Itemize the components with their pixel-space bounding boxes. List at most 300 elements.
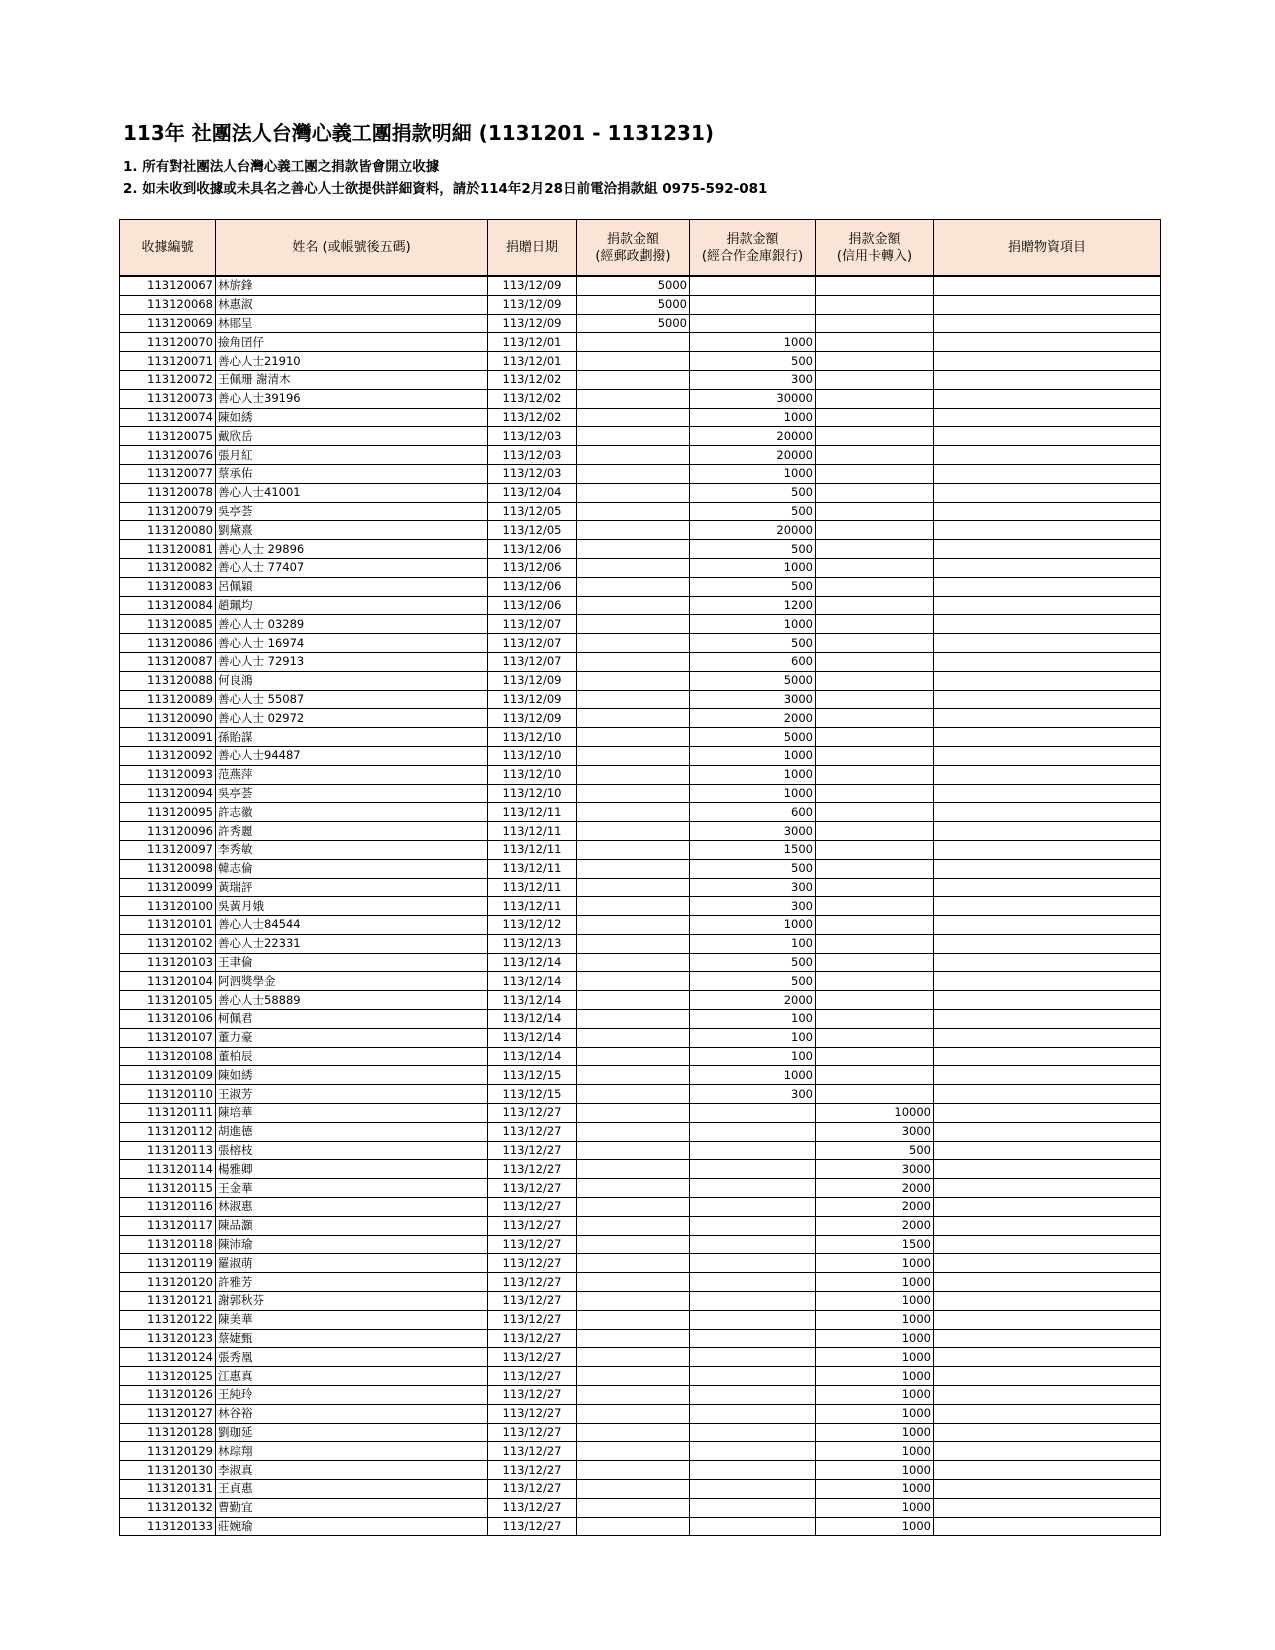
table-row <box>120 1104 1161 1123</box>
receipt-no-cell: 113120090 <box>120 709 216 728</box>
receipt-no-cell: 113120111 <box>120 1104 216 1123</box>
date-cell: 113/12/11 <box>488 803 577 822</box>
postal-amount-cell <box>577 972 690 991</box>
date-cell: 113/12/27 <box>488 1404 577 1423</box>
date-cell: 113/12/01 <box>488 333 577 352</box>
items-cell <box>934 1386 1161 1405</box>
postal-amount-cell <box>577 577 690 596</box>
table-row <box>120 953 1161 972</box>
name-cell: 吳亭荟 <box>216 502 488 521</box>
name-cell: 林旂鋒 <box>216 276 488 295</box>
card-amount-cell <box>816 521 934 540</box>
postal-amount-cell <box>577 1179 690 1198</box>
bank-amount-cell <box>690 1254 816 1273</box>
card-amount-cell: 1000 <box>816 1423 934 1442</box>
bank-amount-cell: 500 <box>690 953 816 972</box>
receipt-no-cell: 113120070 <box>120 333 216 352</box>
card-amount-cell <box>816 972 934 991</box>
date-cell: 113/12/07 <box>488 615 577 634</box>
bank-amount-cell: 300 <box>690 878 816 897</box>
date-cell: 113/12/02 <box>488 389 577 408</box>
items-cell <box>934 1498 1161 1517</box>
receipt-no-cell: 113120099 <box>120 878 216 897</box>
card-amount-cell <box>816 577 934 596</box>
bank-amount-cell <box>690 1423 816 1442</box>
table-row <box>120 652 1161 671</box>
name-cell: 董柏辰 <box>216 1047 488 1066</box>
name-cell: 善心人士41001 <box>216 483 488 502</box>
table-row <box>120 1461 1161 1480</box>
receipt-no-cell: 113120116 <box>120 1198 216 1217</box>
name-cell: 善心人士 55087 <box>216 690 488 709</box>
postal-amount-cell <box>577 558 690 577</box>
items-cell <box>934 370 1161 389</box>
name-cell: 林郥呈 <box>216 314 488 333</box>
items-cell <box>934 1292 1161 1311</box>
items-cell <box>934 1216 1161 1235</box>
bank-amount-cell <box>690 1442 816 1461</box>
card-amount-cell <box>816 746 934 765</box>
table-row <box>120 1216 1161 1235</box>
card-amount-cell <box>816 1066 934 1085</box>
card-amount-cell <box>816 671 934 690</box>
card-amount-cell <box>816 408 934 427</box>
postal-amount-cell <box>577 389 690 408</box>
items-cell <box>934 333 1161 352</box>
items-cell <box>934 934 1161 953</box>
bank-amount-cell: 100 <box>690 1028 816 1047</box>
receipt-no-cell: 113120118 <box>120 1235 216 1254</box>
card-amount-cell <box>816 427 934 446</box>
card-amount-cell <box>816 295 934 314</box>
card-amount-cell <box>816 878 934 897</box>
postal-amount-cell <box>577 859 690 878</box>
name-cell: 劉珈延 <box>216 1423 488 1442</box>
name-cell: 林惠淑 <box>216 295 488 314</box>
card-amount-cell: 1000 <box>816 1498 934 1517</box>
items-cell <box>934 916 1161 935</box>
receipt-no-cell: 113120069 <box>120 314 216 333</box>
receipt-no-cell: 113120132 <box>120 1498 216 1517</box>
items-cell <box>934 314 1161 333</box>
postal-amount-cell <box>577 784 690 803</box>
name-cell: 孫貽謀 <box>216 728 488 747</box>
date-cell: 113/12/27 <box>488 1386 577 1405</box>
receipt-no-cell: 113120101 <box>120 916 216 935</box>
bank-amount-cell: 20000 <box>690 521 816 540</box>
postal-amount-cell <box>577 1386 690 1405</box>
card-amount-cell: 1000 <box>816 1367 934 1386</box>
table-row <box>120 859 1161 878</box>
items-cell <box>934 352 1161 371</box>
items-cell <box>934 991 1161 1010</box>
items-cell <box>934 972 1161 991</box>
postal-amount-cell <box>577 408 690 427</box>
postal-amount-cell <box>577 1104 690 1123</box>
receipt-no-cell: 113120068 <box>120 295 216 314</box>
date-cell: 113/12/27 <box>488 1292 577 1311</box>
date-cell: 113/12/12 <box>488 916 577 935</box>
receipt-no-cell: 113120098 <box>120 859 216 878</box>
bank-amount-cell <box>690 276 816 295</box>
name-cell: 江惠真 <box>216 1367 488 1386</box>
bank-amount-cell: 100 <box>690 934 816 953</box>
bank-amount-cell <box>690 1198 816 1217</box>
receipt-no-cell: 113120078 <box>120 483 216 502</box>
bank-amount-cell: 1000 <box>690 1066 816 1085</box>
items-cell <box>934 878 1161 897</box>
table-row <box>120 916 1161 935</box>
receipt-no-cell: 113120127 <box>120 1404 216 1423</box>
postal-amount-cell <box>577 502 690 521</box>
card-amount-cell: 1500 <box>816 1235 934 1254</box>
date-cell: 113/12/09 <box>488 276 577 295</box>
items-cell <box>934 1461 1161 1480</box>
postal-amount-cell <box>577 1442 690 1461</box>
card-amount-cell: 1000 <box>816 1329 934 1348</box>
name-cell: 蔡婕甄 <box>216 1329 488 1348</box>
postal-amount-cell <box>577 1404 690 1423</box>
card-amount-cell: 10000 <box>816 1104 934 1123</box>
table-row <box>120 1517 1161 1536</box>
date-cell: 113/12/27 <box>488 1423 577 1442</box>
card-amount-cell: 1000 <box>816 1386 934 1405</box>
date-cell: 113/12/03 <box>488 446 577 465</box>
date-cell: 113/12/27 <box>488 1216 577 1235</box>
header-date: 捐贈日期 <box>488 220 577 277</box>
postal-amount-cell <box>577 728 690 747</box>
receipt-no-cell: 113120076 <box>120 446 216 465</box>
date-cell: 113/12/02 <box>488 408 577 427</box>
postal-amount-cell: 5000 <box>577 314 690 333</box>
items-cell <box>934 1122 1161 1141</box>
table-row <box>120 1329 1161 1348</box>
table-row <box>120 728 1161 747</box>
bank-amount-cell <box>690 1179 816 1198</box>
card-amount-cell: 1000 <box>816 1348 934 1367</box>
name-cell: 善心人士 72913 <box>216 652 488 671</box>
items-cell <box>934 1066 1161 1085</box>
postal-amount-cell <box>577 840 690 859</box>
bank-amount-cell: 300 <box>690 897 816 916</box>
items-cell <box>934 295 1161 314</box>
name-cell: 莊婉瑜 <box>216 1517 488 1536</box>
items-cell <box>934 784 1161 803</box>
items-cell <box>934 859 1161 878</box>
name-cell: 善心人士22331 <box>216 934 488 953</box>
items-cell <box>934 1235 1161 1254</box>
postal-amount-cell <box>577 1141 690 1160</box>
name-cell: 陳沛瑜 <box>216 1235 488 1254</box>
items-cell <box>934 1517 1161 1536</box>
card-amount-cell <box>816 483 934 502</box>
items-cell <box>934 1085 1161 1104</box>
bank-amount-cell: 1500 <box>690 840 816 859</box>
items-cell <box>934 746 1161 765</box>
table-row <box>120 1235 1161 1254</box>
items-cell <box>934 596 1161 615</box>
receipt-no-cell: 113120081 <box>120 540 216 559</box>
name-cell: 李淑真 <box>216 1461 488 1480</box>
name-cell: 陳品灝 <box>216 1216 488 1235</box>
bank-amount-cell: 1000 <box>690 615 816 634</box>
table-row <box>120 1141 1161 1160</box>
bank-amount-cell: 1000 <box>690 765 816 784</box>
postal-amount-cell <box>577 822 690 841</box>
table-row <box>120 1480 1161 1499</box>
items-cell <box>934 953 1161 972</box>
name-cell: 陳美華 <box>216 1310 488 1329</box>
table-row <box>120 370 1161 389</box>
receipt-no-cell: 113120104 <box>120 972 216 991</box>
items-cell <box>934 1442 1161 1461</box>
header-card-amount: 捐款金額 (信用卡轉入) <box>816 220 934 277</box>
postal-amount-cell <box>577 1367 690 1386</box>
date-cell: 113/12/14 <box>488 953 577 972</box>
items-cell <box>934 840 1161 859</box>
receipt-no-cell: 113120095 <box>120 803 216 822</box>
card-amount-cell <box>816 389 934 408</box>
items-cell <box>934 502 1161 521</box>
card-amount-cell: 2000 <box>816 1216 934 1235</box>
bank-amount-cell <box>690 1160 816 1179</box>
table-row <box>120 295 1161 314</box>
date-cell: 113/12/07 <box>488 652 577 671</box>
bank-amount-cell: 500 <box>690 483 816 502</box>
name-cell: 董力豪 <box>216 1028 488 1047</box>
receipt-no-cell: 113120107 <box>120 1028 216 1047</box>
date-cell: 113/12/06 <box>488 558 577 577</box>
bank-amount-cell: 300 <box>690 1085 816 1104</box>
receipt-no-cell: 113120079 <box>120 502 216 521</box>
card-amount-cell: 1000 <box>816 1404 934 1423</box>
items-cell <box>934 558 1161 577</box>
postal-amount-cell <box>577 1160 690 1179</box>
date-cell: 113/12/27 <box>488 1480 577 1499</box>
name-cell: 善心人士58889 <box>216 991 488 1010</box>
bank-amount-cell: 100 <box>690 1010 816 1029</box>
receipt-no-cell: 113120124 <box>120 1348 216 1367</box>
postal-amount-cell <box>577 878 690 897</box>
items-cell <box>934 822 1161 841</box>
name-cell: 陳如綉 <box>216 408 488 427</box>
name-cell: 林琮翔 <box>216 1442 488 1461</box>
postal-amount-cell <box>577 1517 690 1536</box>
card-amount-cell <box>816 652 934 671</box>
name-cell: 陳培華 <box>216 1104 488 1123</box>
postal-amount-cell <box>577 1423 690 1442</box>
bank-amount-cell: 500 <box>690 540 816 559</box>
receipt-no-cell: 113120084 <box>120 596 216 615</box>
postal-amount-cell <box>577 916 690 935</box>
name-cell: 王聿倫 <box>216 953 488 972</box>
items-cell <box>934 1028 1161 1047</box>
bank-amount-cell: 20000 <box>690 446 816 465</box>
postal-amount-cell <box>577 991 690 1010</box>
card-amount-cell: 1000 <box>816 1254 934 1273</box>
table-row <box>120 314 1161 333</box>
postal-amount-cell <box>577 1085 690 1104</box>
bank-amount-cell: 300 <box>690 370 816 389</box>
date-cell: 113/12/07 <box>488 634 577 653</box>
postal-amount-cell <box>577 1348 690 1367</box>
table-row <box>120 1047 1161 1066</box>
date-cell: 113/12/09 <box>488 709 577 728</box>
items-cell <box>934 652 1161 671</box>
name-cell: 吳黃月娥 <box>216 897 488 916</box>
items-cell <box>934 1273 1161 1292</box>
postal-amount-cell <box>577 333 690 352</box>
receipt-no-cell: 113120088 <box>120 671 216 690</box>
card-amount-cell: 2000 <box>816 1179 934 1198</box>
receipt-no-cell: 113120089 <box>120 690 216 709</box>
table-row <box>120 972 1161 991</box>
table-row <box>120 408 1161 427</box>
postal-amount-cell <box>577 1047 690 1066</box>
items-cell <box>934 1310 1161 1329</box>
name-cell: 撿角囝仔 <box>216 333 488 352</box>
bank-amount-cell: 20000 <box>690 427 816 446</box>
items-cell <box>934 690 1161 709</box>
card-amount-cell <box>816 934 934 953</box>
name-cell: 陳如綉 <box>216 1066 488 1085</box>
header-items: 捐贈物資項目 <box>934 220 1161 277</box>
postal-amount-cell <box>577 1254 690 1273</box>
receipt-no-cell: 113120071 <box>120 352 216 371</box>
postal-amount-cell <box>577 1480 690 1499</box>
items-cell <box>934 540 1161 559</box>
table-row <box>120 1010 1161 1029</box>
date-cell: 113/12/09 <box>488 295 577 314</box>
name-cell: 善心人士39196 <box>216 389 488 408</box>
bank-amount-cell <box>690 1386 816 1405</box>
date-cell: 113/12/13 <box>488 934 577 953</box>
receipt-no-cell: 113120110 <box>120 1085 216 1104</box>
name-cell: 李秀敏 <box>216 840 488 859</box>
date-cell: 113/12/27 <box>488 1122 577 1141</box>
items-cell <box>934 728 1161 747</box>
table-row <box>120 822 1161 841</box>
table-row <box>120 1160 1161 1179</box>
postal-amount-cell <box>577 746 690 765</box>
bank-amount-cell: 1000 <box>690 916 816 935</box>
bank-amount-cell: 1200 <box>690 596 816 615</box>
items-cell <box>934 671 1161 690</box>
card-amount-cell <box>816 464 934 483</box>
bank-amount-cell: 5000 <box>690 728 816 747</box>
name-cell: 黃瑞評 <box>216 878 488 897</box>
date-cell: 113/12/11 <box>488 878 577 897</box>
table-row <box>120 634 1161 653</box>
table-row <box>120 615 1161 634</box>
receipt-no-cell: 113120122 <box>120 1310 216 1329</box>
name-cell: 謝郭秋芬 <box>216 1292 488 1311</box>
card-amount-cell: 1000 <box>816 1442 934 1461</box>
date-cell: 113/12/14 <box>488 1047 577 1066</box>
table-row <box>120 1198 1161 1217</box>
date-cell: 113/12/27 <box>488 1235 577 1254</box>
table-row <box>120 1066 1161 1085</box>
card-amount-cell <box>816 765 934 784</box>
postal-amount-cell <box>577 483 690 502</box>
bank-amount-cell <box>690 1141 816 1160</box>
postal-amount-cell <box>577 1310 690 1329</box>
table-row <box>120 427 1161 446</box>
receipt-no-cell: 113120085 <box>120 615 216 634</box>
name-cell: 王純玲 <box>216 1386 488 1405</box>
bank-amount-cell: 600 <box>690 652 816 671</box>
table-row <box>120 878 1161 897</box>
postal-amount-cell <box>577 1066 690 1085</box>
date-cell: 113/12/10 <box>488 728 577 747</box>
postal-amount-cell <box>577 1329 690 1348</box>
table-row <box>120 765 1161 784</box>
postal-amount-cell <box>577 1216 690 1235</box>
items-cell <box>934 1329 1161 1348</box>
postal-amount-cell <box>577 1010 690 1029</box>
items-cell <box>934 521 1161 540</box>
name-cell: 善心人士84544 <box>216 916 488 935</box>
card-amount-cell <box>816 1028 934 1047</box>
receipt-no-cell: 113120133 <box>120 1517 216 1536</box>
date-cell: 113/12/27 <box>488 1367 577 1386</box>
date-cell: 113/12/14 <box>488 1010 577 1029</box>
receipt-no-cell: 113120103 <box>120 953 216 972</box>
date-cell: 113/12/27 <box>488 1461 577 1480</box>
items-cell <box>934 389 1161 408</box>
items-cell <box>934 1480 1161 1499</box>
name-cell: 王貞惠 <box>216 1480 488 1499</box>
postal-amount-cell <box>577 690 690 709</box>
table-row <box>120 577 1161 596</box>
bank-amount-cell: 3000 <box>690 690 816 709</box>
date-cell: 113/12/06 <box>488 596 577 615</box>
bank-amount-cell <box>690 1367 816 1386</box>
items-cell <box>934 1010 1161 1029</box>
table-row <box>120 671 1161 690</box>
donation-table <box>119 219 1161 1536</box>
table-row <box>120 464 1161 483</box>
card-amount-cell <box>816 1085 934 1104</box>
card-amount-cell: 1000 <box>816 1292 934 1311</box>
date-cell: 113/12/27 <box>488 1179 577 1198</box>
card-amount-cell <box>816 803 934 822</box>
postal-amount-cell <box>577 1122 690 1141</box>
card-amount-cell <box>816 1010 934 1029</box>
items-cell <box>934 1348 1161 1367</box>
card-amount-cell <box>816 634 934 653</box>
postal-amount-cell <box>577 1292 690 1311</box>
bank-amount-cell <box>690 1517 816 1536</box>
bank-amount-cell <box>690 1235 816 1254</box>
date-cell: 113/12/11 <box>488 840 577 859</box>
name-cell: 劉黛熹 <box>216 521 488 540</box>
table-row <box>120 1348 1161 1367</box>
receipt-no-cell: 113120126 <box>120 1386 216 1405</box>
name-cell: 張榕枝 <box>216 1141 488 1160</box>
bank-amount-cell <box>690 1348 816 1367</box>
table-row <box>120 709 1161 728</box>
date-cell: 113/12/14 <box>488 972 577 991</box>
items-cell <box>934 1254 1161 1273</box>
postal-amount-cell <box>577 652 690 671</box>
note-contact-info: 2. 如未收到收據或未具名之善心人士欲提供詳細資料，請於114年2月28日前電洽捐款組 0975-592-081 <box>123 181 768 197</box>
postal-amount-cell <box>577 446 690 465</box>
date-cell: 113/12/10 <box>488 746 577 765</box>
card-amount-cell: 1000 <box>816 1273 934 1292</box>
bank-amount-cell: 1000 <box>690 408 816 427</box>
items-cell <box>934 446 1161 465</box>
